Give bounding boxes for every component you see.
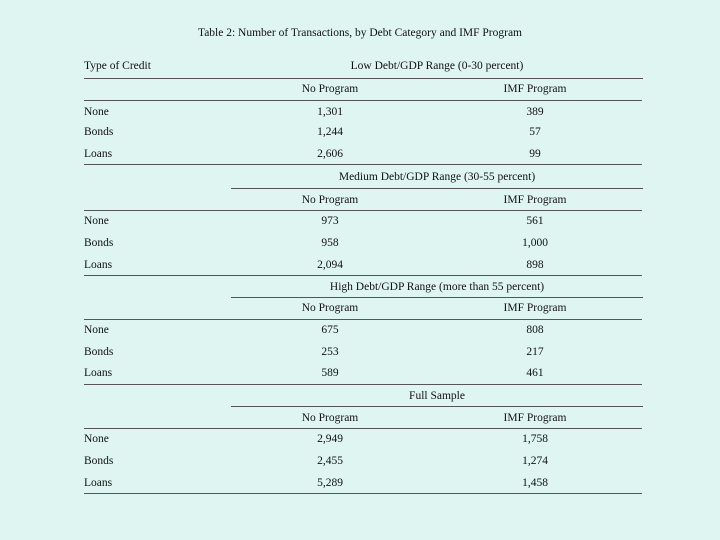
section-title-medium: Medium Debt/GDP Range (30-55 percent) xyxy=(338,171,536,183)
cell-no-program: 2,606 xyxy=(317,148,343,160)
cell-imf-program: 99 xyxy=(529,148,541,160)
row-label: Bonds xyxy=(84,455,114,467)
subhead-rule xyxy=(84,319,642,320)
row-label: Bonds xyxy=(84,346,114,358)
cell-no-program: 675 xyxy=(321,324,339,336)
row-label: None xyxy=(84,433,109,445)
col-header-no-program: No Program xyxy=(301,194,359,206)
row-label: Bonds xyxy=(84,126,114,138)
bottom-rule xyxy=(84,493,642,494)
row-label: Bonds xyxy=(84,237,114,249)
subhead-rule xyxy=(84,100,642,101)
section-divider-rule xyxy=(84,275,642,276)
table-title: Table 2: Number of Transactions, by Debt Category and IMF Program xyxy=(197,27,523,39)
cell-no-program: 973 xyxy=(321,215,339,227)
row-label: Loans xyxy=(84,148,113,160)
cell-no-program: 2,094 xyxy=(317,259,343,271)
row-label: Loans xyxy=(84,259,113,271)
cell-imf-program: 217 xyxy=(526,346,544,358)
row-label: None xyxy=(84,106,109,118)
section-rule-medium xyxy=(231,188,643,189)
subhead-rule xyxy=(84,210,642,211)
cell-imf-program: 1,274 xyxy=(522,455,548,467)
section-divider-rule xyxy=(84,164,642,165)
section-rule-high xyxy=(231,297,643,298)
col-header-no-program: No Program xyxy=(301,412,359,424)
cell-imf-program: 898 xyxy=(526,259,544,271)
cell-no-program: 958 xyxy=(321,237,339,249)
section-divider-rule xyxy=(84,384,642,385)
cell-imf-program: 1,458 xyxy=(522,477,548,489)
cell-imf-program: 461 xyxy=(526,367,544,379)
subhead-rule xyxy=(84,428,642,429)
row-label: Loans xyxy=(84,477,113,489)
cell-no-program: 5,289 xyxy=(317,477,343,489)
cell-imf-program: 1,758 xyxy=(522,433,548,445)
cell-imf-program: 561 xyxy=(526,215,544,227)
col-header-no-program: No Program xyxy=(301,83,359,95)
row-label: None xyxy=(84,324,109,336)
col-header-imf-program: IMF Program xyxy=(503,302,567,314)
row-label: Loans xyxy=(84,367,113,379)
row-label: None xyxy=(84,215,109,227)
cell-no-program: 2,455 xyxy=(317,455,343,467)
section-title-low: Low Debt/GDP Range (0-30 percent) xyxy=(350,60,524,72)
col-header-imf-program: IMF Program xyxy=(503,194,567,206)
section-title-full: Full Sample xyxy=(409,390,465,402)
row-header: Type of Credit xyxy=(84,60,151,72)
cell-imf-program: 57 xyxy=(529,126,541,138)
cell-no-program: 1,301 xyxy=(317,106,343,118)
section-rule-full xyxy=(231,406,643,407)
cell-imf-program: 808 xyxy=(526,324,544,336)
section-rule-low xyxy=(231,78,643,79)
col-header-imf-program: IMF Program xyxy=(503,412,567,424)
cell-no-program: 1,244 xyxy=(317,126,343,138)
col-header-no-program: No Program xyxy=(301,302,359,314)
col-header-imf-program: IMF Program xyxy=(503,83,567,95)
cell-no-program: 589 xyxy=(321,367,339,379)
cell-imf-program: 1,000 xyxy=(522,237,548,249)
cell-no-program: 253 xyxy=(321,346,339,358)
cell-no-program: 2,949 xyxy=(317,433,343,445)
section-title-high: High Debt/GDP Range (more than 55 percent) xyxy=(329,281,545,293)
cell-imf-program: 389 xyxy=(526,106,544,118)
